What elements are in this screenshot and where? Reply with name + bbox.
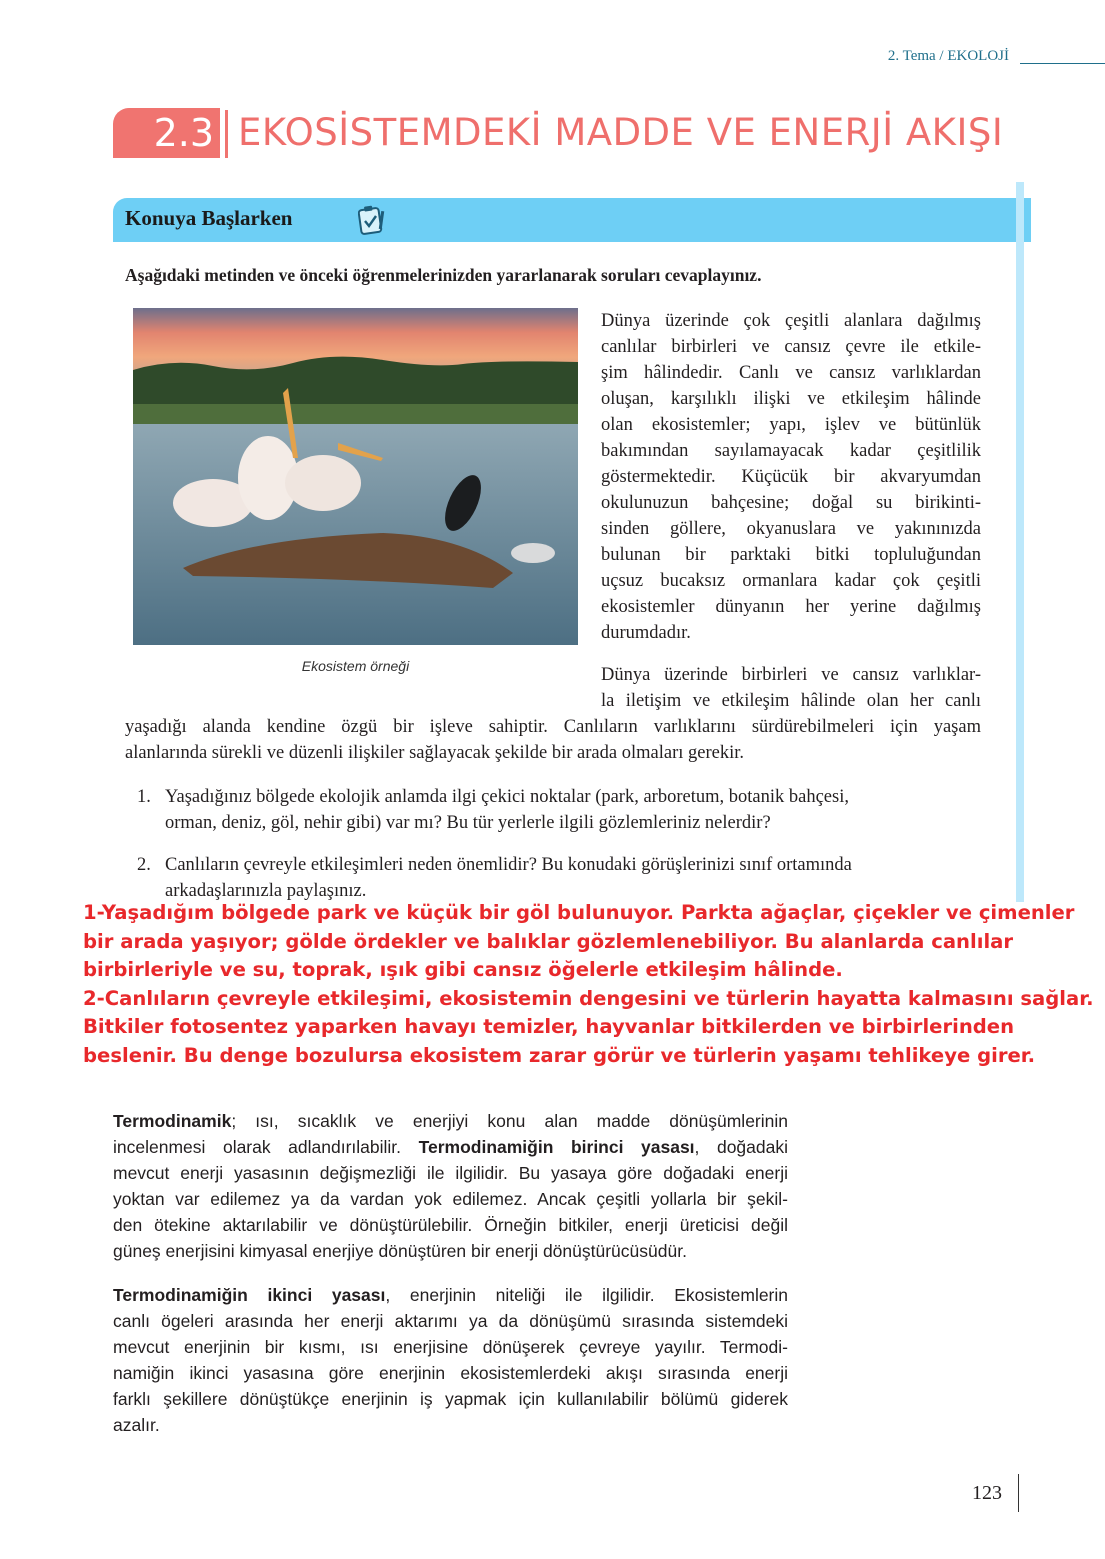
text-line: Bitkiler fotosentez yaparken havayı temizler, hayvanlar bitkilerden ve birbirlerinden — [83, 1015, 1015, 1039]
instruction: Aşağıdaki metinden ve önceki öğrenmelerinizden yararlanarak soruları cevaplayınız. — [125, 265, 762, 285]
text-line: canlı ögeleri arasında her enerji aktarımı ya da dönüşümü sırasında sistemdeki — [113, 1311, 788, 1331]
page-number-divider — [1018, 1474, 1019, 1512]
question-text: arkadaşlarınızla paylaşınız. — [165, 881, 367, 901]
term-thermodynamics: Termodinamik — [113, 1111, 232, 1131]
text-line: 1-Yaşadığım bölgede park ve küçük bir göl bulunuyor. Parkta ağaçlar, çiçekler ve çimenler — [83, 901, 1075, 924]
question-text: orman, deniz, göl, nehir gibi) var mı? Bu tür yerlerle ilgili gözlemleriniz nelerdir? — [165, 813, 771, 833]
text: incelenmesi olarak adlandırılabilir. — [113, 1137, 419, 1157]
text-line: birbirleriyle ve su, toprak, ışık gibi cansız öğelerle etkileşim hâlinde. — [83, 958, 843, 982]
section-title: EKOSİSTEMDEKİ MADDE VE ENERJİ AKIŞI — [238, 111, 1004, 154]
question-item — [137, 784, 987, 836]
header-divider — [1020, 63, 1105, 64]
side-stripe — [1016, 182, 1024, 902]
thermo-paragraph-1 — [113, 1108, 788, 1264]
paragraph-2-wide — [125, 714, 981, 766]
text-line: durumdadır. — [601, 623, 691, 643]
thermo-paragraph-2 — [113, 1282, 788, 1438]
term-second-law: Termodinamiğin ikinci yasası — [113, 1285, 386, 1305]
text-line: olan ekosistemler; yapı, işlev ve bütünlük — [601, 415, 981, 435]
text-line: la iletişim ve etkileşim hâlinde olan her canlı — [601, 691, 981, 711]
ecosystem-photo — [133, 308, 578, 645]
text-line: uçsuz bucaksız ormanlara kadar çok çeşitli — [601, 571, 981, 591]
text-line: canlılar birbirleri ve cansız çevre ile etkile- — [601, 337, 981, 357]
text: ; ısı, sıcaklık ve enerjiyi konu alan madde dönüşümlerinin — [231, 1111, 788, 1131]
intro-bar-title: Konuya Başlarken — [125, 206, 293, 230]
title-divider — [225, 110, 228, 158]
question-text: Canlıların çevreyle etkileşimleri neden önemlidir? Bu konudaki görüşlerinizi sınıf ortamında — [165, 855, 852, 875]
text-line: mevcut enerjinin bir kısmı, ısı enerjisine dönüşerek çevreye yayılır. Termodi- — [113, 1337, 788, 1357]
text-line: sinden göllere, okyanuslara ve yakınınızda — [601, 519, 981, 539]
text-line: mevcut enerji yasasının değişmezliği ile ilgilidir. Bu yasaya göre doğadaki enerji — [113, 1163, 788, 1183]
text-line: Dünya üzerinde birbirleri ve cansız varlıklar- — [601, 665, 981, 685]
text-line: ekosistemler dünyanın her yerine dağılmış — [601, 597, 981, 617]
text-line: oluşan, karşılıklı ilişki ve etkileşim hâlinde — [601, 389, 981, 409]
text-line: alanlarında sürekli ve düzenli ilişkiler sağlayacak şekilde bir arada olmaları gerekir. — [125, 743, 744, 763]
text-line: şim hâlindedir. Canlı ve cansız varlıklardan — [601, 363, 981, 383]
question-item — [137, 852, 987, 904]
paragraph-2-narrow — [601, 662, 981, 714]
text-line: yoktan var edilemez ya da vardan yok edilemez. Ancak çeşitli yollarla bir şekil- — [113, 1189, 788, 1209]
text-line: Dünya üzerinde çok çeşitli alanlara dağılmış — [601, 311, 981, 331]
image-caption: Ekosistem örneği — [301, 658, 410, 674]
question-text: Yaşadığınız bölgede ekolojik anlamda ilgi çekici noktalar (park, arboretum, botanik bahçesi, — [165, 787, 849, 807]
paragraph-1 — [601, 308, 981, 646]
text-line: azalır. — [113, 1415, 160, 1435]
theme-header: 2. Tema / EKOLOJİ — [887, 48, 1009, 64]
answers — [83, 899, 1094, 1071]
text-line: farklı şekillere dönüştükçe enerjinin iş yapmak için kullanılabilir bölümü giderek — [113, 1389, 788, 1409]
text-line: yaşadığı alanda kendine özgü bir işleve sahiptir. Canlıların varlıklarını sürdürebilmeleri için yaşam — [125, 717, 981, 737]
clipboard-check-icon — [358, 205, 386, 235]
text-line: bakımından sayılamayacak kadar çeşitlilik — [601, 441, 981, 461]
text: , enerjinin niteliği ile ilgilidir. Ekosistemlerin — [385, 1285, 789, 1305]
text-line: güneş enerjisini kimyasal enerjiye dönüştüren bir enerji dönüştürücüsüdür. — [113, 1241, 687, 1261]
text-line: 2-Canlıların çevreyle etkileşimi, ekosistemin dengesini ve türlerin hayatta kalmasını sağlar. — [83, 986, 1094, 1010]
term-first-law: Termodinamiğin birinci yasası — [418, 1137, 695, 1157]
text-line: beslenir. Bu denge bozulursa ekosistem zarar görür ve türlerin yaşamı tehlikeye girer. — [83, 1043, 1036, 1067]
text-line: bir arada yaşıyor; gölde ördekler ve balıklar gözlemlenebiliyor. Bu alanlarda canlılar — [83, 929, 1014, 953]
text-line: den ötekine aktarılabilir ve dönüştürülebilir. Örneğin bitkiler, enerji üreticisi değil — [113, 1215, 788, 1235]
section-number: 2.3 — [113, 108, 220, 158]
text-line: bulunan bir parktaki bitki topluluğundan — [601, 545, 981, 565]
text-line: okulunuzun bahçesine; doğal su birikinti- — [601, 493, 981, 513]
text: , doğadaki — [694, 1137, 788, 1157]
question-number: 2. — [137, 855, 151, 875]
text-line: göstermektedir. Küçücük bir akvaryumdan — [601, 467, 981, 487]
text-line: namiğin ikinci yasasına göre enerjinin ekosistemlerdeki akışı sırasında enerji — [113, 1363, 788, 1383]
page-number: 123 — [972, 1482, 1002, 1504]
question-number: 1. — [137, 787, 151, 807]
